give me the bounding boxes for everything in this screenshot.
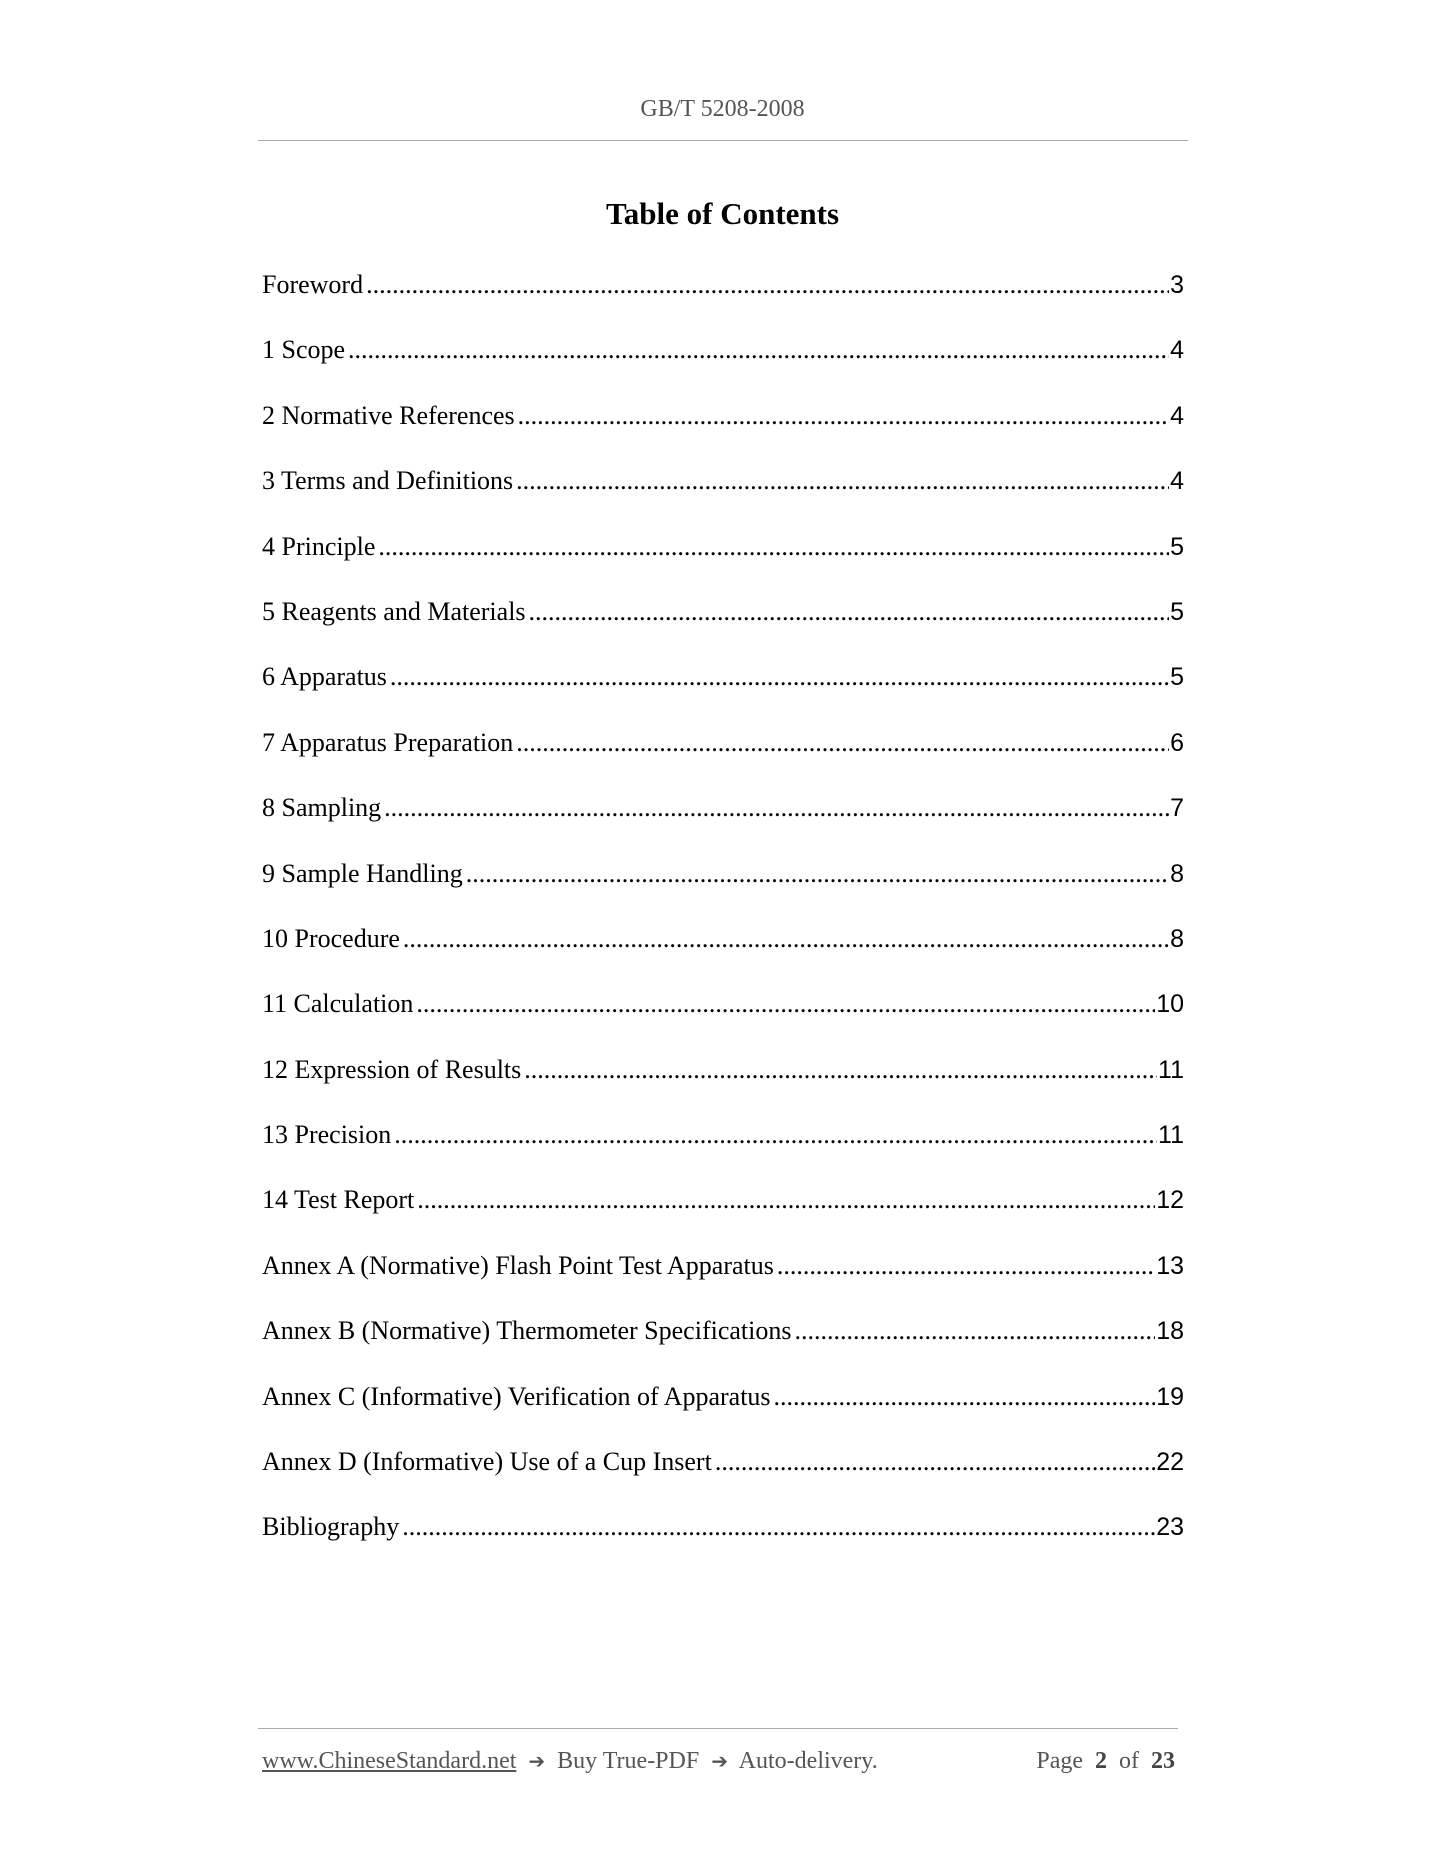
toc-entry[interactable] (262, 859, 1184, 924)
toc-entry-label: 7 Apparatus Preparation (262, 727, 514, 757)
toc-dot-leader (794, 1316, 1155, 1346)
toc-entry-page: 12 (1156, 1186, 1184, 1215)
toc-entry[interactable] (262, 1251, 1184, 1316)
page-title: Table of Contents (605, 196, 840, 231)
toc-dot-leader (516, 728, 1169, 758)
toc-entry-page: 4 (1170, 467, 1184, 496)
toc-entry[interactable] (262, 270, 1184, 335)
toc-entry-page: 5 (1170, 663, 1184, 692)
toc-entry-label: Annex D (Informative) Use of a Cup Insert (262, 1447, 712, 1477)
toc-entry-page: 7 (1170, 794, 1184, 823)
toc-dot-leader (366, 270, 1169, 300)
toc-entry-page: 3 (1170, 271, 1184, 299)
toc-entry-page: 23 (1156, 1513, 1184, 1542)
footer-divider (258, 1728, 1178, 1729)
current-page-number: 2 (1095, 1748, 1107, 1774)
toc-entry-page: 8 (1170, 924, 1184, 953)
website-link[interactable]: www.ChineseStandard.net (262, 1748, 517, 1774)
toc-entry[interactable] (262, 1120, 1184, 1185)
toc-entry[interactable] (262, 335, 1184, 400)
toc-entry[interactable] (262, 401, 1184, 466)
toc-entry-page: 5 (1170, 532, 1184, 561)
toc-entry-label: 12 Expression of Results (262, 1054, 522, 1084)
toc-dot-leader (777, 1251, 1155, 1281)
toc-entry-label: Bibliography (262, 1512, 400, 1542)
toc-dot-leader (402, 1512, 1155, 1542)
toc-dot-leader (417, 1185, 1155, 1215)
page-indicator (1036, 1748, 1175, 1775)
toc-entry-label: 4 Principle (262, 531, 376, 561)
toc-entry-page: 19 (1156, 1382, 1184, 1411)
toc-entry[interactable] (262, 1185, 1184, 1250)
toc-entry[interactable] (262, 1382, 1184, 1447)
toc-entry[interactable] (262, 1055, 1184, 1120)
toc-entry[interactable] (262, 1512, 1184, 1577)
toc-entry-label: 14 Test Report (262, 1185, 415, 1215)
toc-entry-page: 11 (1158, 1055, 1184, 1084)
buy-true-pdf-text: Buy True-PDF (557, 1748, 700, 1774)
toc-entry-page: 18 (1156, 1317, 1184, 1346)
toc-entry[interactable] (262, 1316, 1184, 1381)
toc-entry-page: 6 (1170, 728, 1184, 757)
toc-dot-leader (518, 401, 1169, 431)
page-word: Page (1036, 1748, 1083, 1774)
document-code-header: GB/T 5208-2008 (640, 96, 805, 122)
toc-entry-page: 5 (1170, 597, 1184, 626)
toc-entry-label: 2 Normative References (262, 400, 515, 430)
toc-entry[interactable] (262, 728, 1184, 793)
toc-entry-page: 8 (1170, 859, 1184, 888)
toc-entry-label: 9 Sample Handling (262, 858, 463, 888)
toc-entry[interactable] (262, 532, 1184, 597)
toc-entry-page: 11 (1158, 1121, 1184, 1150)
toc-dot-leader (390, 662, 1169, 692)
toc-entry-label: 10 Procedure (262, 923, 400, 953)
toc-dot-leader (384, 793, 1169, 823)
toc-dot-leader (403, 924, 1169, 954)
toc-list (262, 270, 1184, 1578)
toc-dot-leader (348, 335, 1169, 365)
toc-dot-leader (378, 532, 1169, 562)
toc-entry[interactable] (262, 924, 1184, 989)
arrow-right-icon: ➔ (711, 1749, 728, 1773)
toc-entry-page: 22 (1156, 1448, 1184, 1477)
toc-dot-leader (774, 1382, 1156, 1412)
toc-dot-leader (524, 1055, 1157, 1085)
toc-entry[interactable] (262, 466, 1184, 531)
toc-entry-label: 1 Scope (262, 335, 346, 365)
toc-entry-label: Foreword (262, 270, 364, 299)
footer-promo (262, 1748, 878, 1775)
toc-dot-leader (715, 1447, 1155, 1477)
toc-entry-label: Annex A (Normative) Flash Point Test Apparatus (262, 1250, 774, 1280)
toc-dot-leader (466, 859, 1169, 889)
toc-entry[interactable] (262, 662, 1184, 727)
toc-entry-label: 13 Precision (262, 1120, 392, 1150)
total-pages-number: 23 (1151, 1748, 1175, 1774)
toc-entry-page: 4 (1170, 401, 1184, 430)
toc-entry-page: 4 (1170, 336, 1184, 365)
toc-entry-label: 11 Calculation (262, 989, 414, 1019)
auto-delivery-text: Auto-delivery. (738, 1748, 878, 1774)
toc-entry[interactable] (262, 1447, 1184, 1512)
toc-entry-label: 8 Sampling (262, 793, 382, 823)
of-word: of (1119, 1748, 1139, 1774)
toc-dot-leader (394, 1120, 1157, 1150)
toc-entry-label: 5 Reagents and Materials (262, 596, 526, 626)
toc-dot-leader (529, 597, 1170, 627)
toc-dot-leader (516, 466, 1169, 496)
toc-entry-label: Annex B (Normative) Thermometer Specifications (262, 1316, 792, 1346)
toc-entry-label: Annex C (Informative) Verification of Apparatus (262, 1381, 771, 1411)
toc-entry-label: 3 Terms and Definitions (262, 466, 514, 496)
toc-dot-leader (416, 989, 1155, 1019)
toc-entry-page: 13 (1156, 1251, 1184, 1280)
arrow-right-icon: ➔ (528, 1749, 546, 1773)
toc-entry-label: 6 Apparatus (262, 662, 387, 692)
toc-entry[interactable] (262, 793, 1184, 858)
toc-entry[interactable] (262, 597, 1184, 662)
header-divider (258, 140, 1188, 141)
toc-entry-page: 10 (1156, 990, 1184, 1019)
toc-entry[interactable] (262, 989, 1184, 1054)
